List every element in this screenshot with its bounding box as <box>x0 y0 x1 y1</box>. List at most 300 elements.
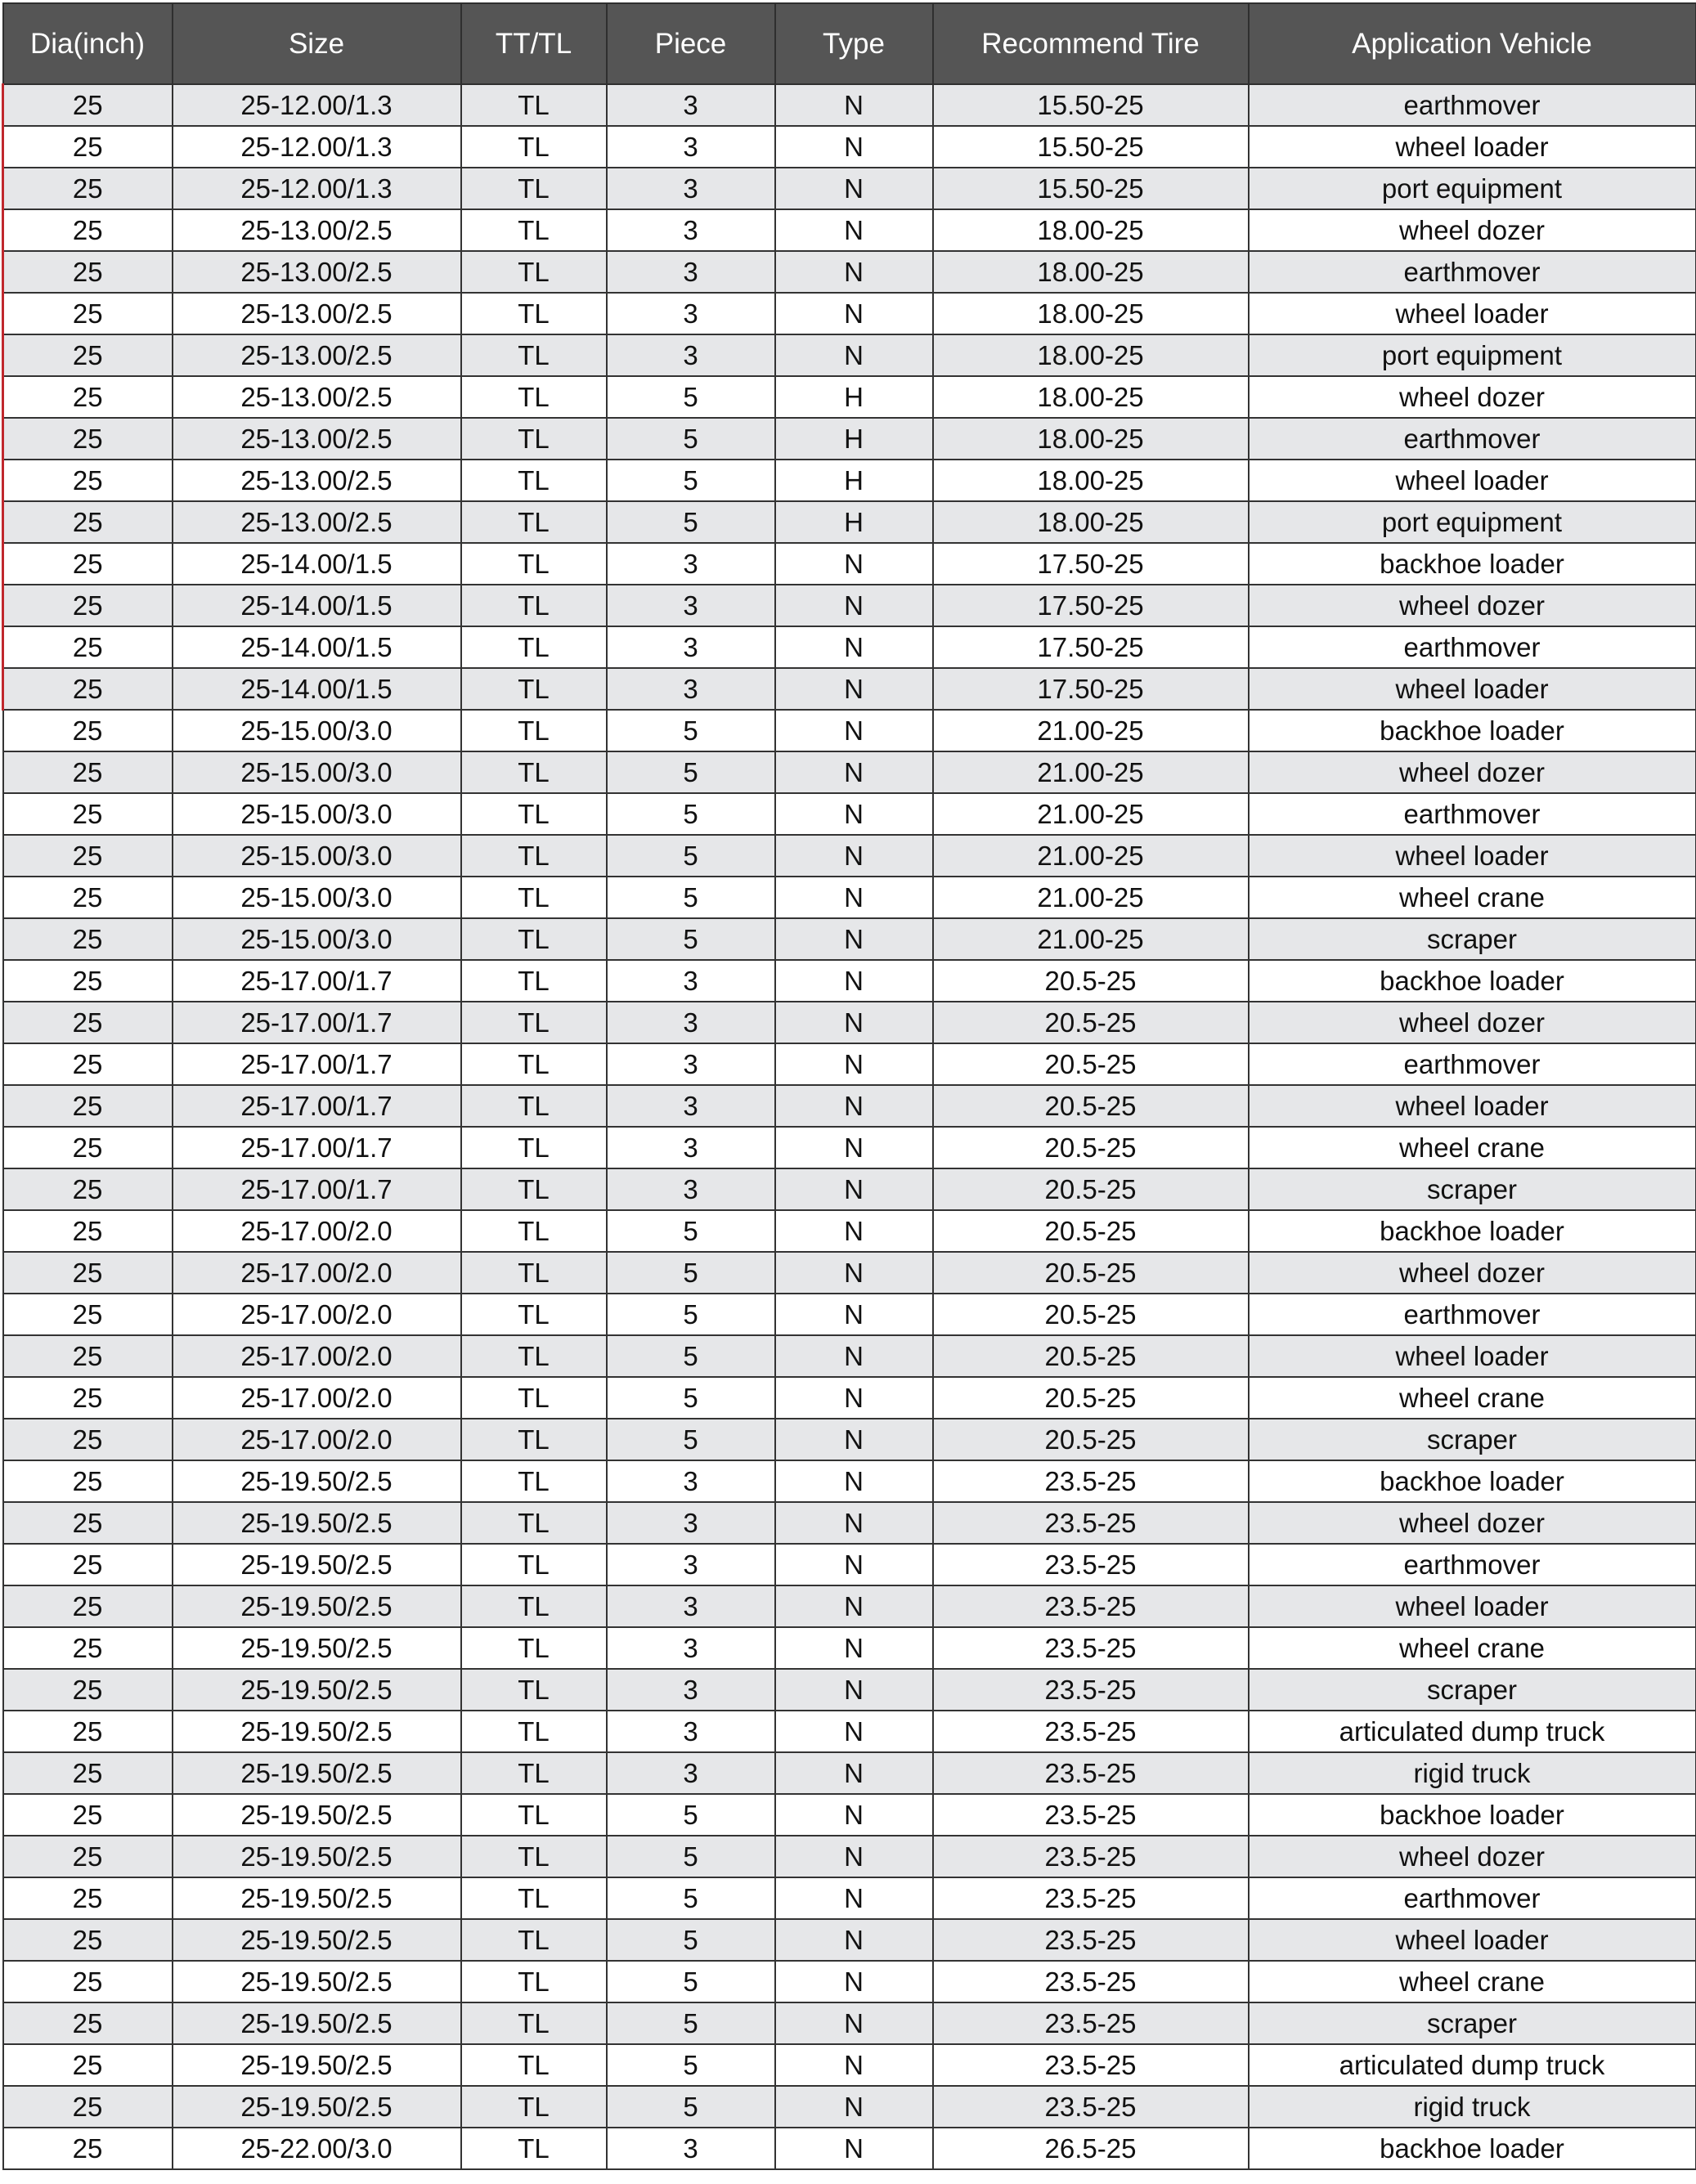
type-cell: N <box>775 626 933 668</box>
size-cell: 25-12.00/1.3 <box>173 84 461 126</box>
dia-cell: 25 <box>3 751 173 793</box>
type-cell: N <box>775 793 933 835</box>
size-cell: 25-13.00/2.5 <box>173 293 461 334</box>
size-cell: 25-19.50/2.5 <box>173 1627 461 1669</box>
recommend-tire-cell: 15.50-25 <box>933 126 1249 168</box>
dia-cell: 25 <box>3 168 173 209</box>
dia-cell: 25 <box>3 877 173 918</box>
size-cell: 25-13.00/2.5 <box>173 334 461 376</box>
application-vehicle-cell: wheel dozer <box>1249 209 1696 251</box>
type-cell: N <box>775 2128 933 2169</box>
table-row[interactable] <box>3 835 1696 877</box>
type-cell: N <box>775 1627 933 1669</box>
recommend-tire-cell: 21.00-25 <box>933 918 1249 960</box>
tt-tl-cell: TL <box>461 668 607 710</box>
application-vehicle-cell: wheel dozer <box>1249 376 1696 418</box>
tt-tl-cell: TL <box>461 2128 607 2169</box>
size-cell: 25-19.50/2.5 <box>173 1544 461 1585</box>
type-cell: N <box>775 543 933 585</box>
table-row[interactable] <box>3 251 1696 293</box>
application-vehicle-cell: earthmover <box>1249 626 1696 668</box>
dia-cell: 25 <box>3 960 173 1002</box>
recommend-tire-cell: 23.5-25 <box>933 1836 1249 1877</box>
size-cell: 25-15.00/3.0 <box>173 877 461 918</box>
application-vehicle-cell: earthmover <box>1249 1877 1696 1919</box>
size-cell: 25-19.50/2.5 <box>173 2044 461 2086</box>
table-row[interactable] <box>3 1711 1696 1752</box>
type-cell: N <box>775 1043 933 1085</box>
piece-cell: 5 <box>607 1377 775 1419</box>
table-row[interactable] <box>3 1419 1696 1460</box>
table-row[interactable] <box>3 1168 1696 1210</box>
header-recommend-tire[interactable]: Recommend Tire <box>933 3 1249 84</box>
piece-cell: 5 <box>607 376 775 418</box>
piece-cell: 3 <box>607 1669 775 1711</box>
piece-cell: 3 <box>607 1544 775 1585</box>
piece-cell: 3 <box>607 1711 775 1752</box>
dia-cell: 25 <box>3 1711 173 1752</box>
table-row[interactable] <box>3 168 1696 209</box>
dia-cell: 25 <box>3 668 173 710</box>
recommend-tire-cell: 17.50-25 <box>933 543 1249 585</box>
rim-spec-table <box>2 2 1696 2170</box>
size-cell: 25-12.00/1.3 <box>173 126 461 168</box>
type-cell: N <box>775 585 933 626</box>
dia-cell: 25 <box>3 1335 173 1377</box>
tt-tl-cell: TL <box>461 1127 607 1168</box>
piece-cell: 5 <box>607 1877 775 1919</box>
type-cell: N <box>775 1460 933 1502</box>
size-cell: 25-13.00/2.5 <box>173 376 461 418</box>
piece-cell: 3 <box>607 293 775 334</box>
recommend-tire-cell: 17.50-25 <box>933 626 1249 668</box>
size-cell: 25-17.00/1.7 <box>173 1085 461 1127</box>
table-row[interactable] <box>3 1002 1696 1043</box>
application-vehicle-cell: scraper <box>1249 1669 1696 1711</box>
tt-tl-cell: TL <box>461 1919 607 1961</box>
dia-cell: 25 <box>3 293 173 334</box>
table-row[interactable] <box>3 1210 1696 1252</box>
tt-tl-cell: TL <box>461 1836 607 1877</box>
piece-cell: 3 <box>607 209 775 251</box>
piece-cell: 3 <box>607 126 775 168</box>
piece-cell: 5 <box>607 501 775 543</box>
piece-cell: 5 <box>607 1794 775 1836</box>
recommend-tire-cell: 18.00-25 <box>933 460 1249 501</box>
tt-tl-cell: TL <box>461 168 607 209</box>
table-row[interactable] <box>3 877 1696 918</box>
type-cell: N <box>775 1377 933 1419</box>
type-cell: N <box>775 710 933 751</box>
tt-tl-cell: TL <box>461 1669 607 1711</box>
dia-cell: 25 <box>3 460 173 501</box>
tt-tl-cell: TL <box>461 2002 607 2044</box>
type-cell: N <box>775 1252 933 1294</box>
table-row[interactable] <box>3 1794 1696 1836</box>
size-cell: 25-13.00/2.5 <box>173 460 461 501</box>
type-cell: N <box>775 1419 933 1460</box>
piece-cell: 5 <box>607 1919 775 1961</box>
table-row[interactable] <box>3 1961 1696 2002</box>
application-vehicle-cell: earthmover <box>1249 418 1696 460</box>
size-cell: 25-19.50/2.5 <box>173 1919 461 1961</box>
size-cell: 25-17.00/1.7 <box>173 960 461 1002</box>
tt-tl-cell: TL <box>461 1460 607 1502</box>
recommend-tire-cell: 18.00-25 <box>933 334 1249 376</box>
table-row[interactable] <box>3 1627 1696 1669</box>
table-row[interactable] <box>3 1377 1696 1419</box>
type-cell: N <box>775 918 933 960</box>
tt-tl-cell: TL <box>461 626 607 668</box>
table-row[interactable] <box>3 126 1696 168</box>
table-row[interactable] <box>3 1127 1696 1168</box>
tt-tl-cell: TL <box>461 1502 607 1544</box>
recommend-tire-cell: 20.5-25 <box>933 1085 1249 1127</box>
piece-cell: 5 <box>607 460 775 501</box>
size-cell: 25-15.00/3.0 <box>173 918 461 960</box>
piece-cell: 5 <box>607 710 775 751</box>
recommend-tire-cell: 23.5-25 <box>933 1502 1249 1544</box>
table-row[interactable] <box>3 501 1696 543</box>
table-row[interactable] <box>3 1836 1696 1877</box>
table-row[interactable] <box>3 1335 1696 1377</box>
size-cell: 25-19.50/2.5 <box>173 1836 461 1877</box>
tt-tl-cell: TL <box>461 877 607 918</box>
application-vehicle-cell: wheel crane <box>1249 1127 1696 1168</box>
size-cell: 25-15.00/3.0 <box>173 835 461 877</box>
recommend-tire-cell: 18.00-25 <box>933 418 1249 460</box>
dia-cell: 25 <box>3 1085 173 1127</box>
piece-cell: 3 <box>607 1043 775 1085</box>
piece-cell: 3 <box>607 585 775 626</box>
type-cell: N <box>775 668 933 710</box>
table-row[interactable] <box>3 543 1696 585</box>
tt-tl-cell: TL <box>461 2086 607 2128</box>
dia-cell: 25 <box>3 418 173 460</box>
type-cell: N <box>775 251 933 293</box>
table-row[interactable] <box>3 1460 1696 1502</box>
table-row[interactable] <box>3 668 1696 710</box>
size-cell: 25-17.00/1.7 <box>173 1168 461 1210</box>
table-row[interactable] <box>3 1043 1696 1085</box>
application-vehicle-cell: wheel loader <box>1249 1585 1696 1627</box>
type-cell: N <box>775 209 933 251</box>
table-row[interactable] <box>3 626 1696 668</box>
tt-tl-cell: TL <box>461 209 607 251</box>
table-row[interactable] <box>3 1585 1696 1627</box>
piece-cell: 5 <box>607 793 775 835</box>
table-row[interactable] <box>3 1919 1696 1961</box>
recommend-tire-cell: 26.5-25 <box>933 2128 1249 2169</box>
piece-cell: 3 <box>607 668 775 710</box>
size-cell: 25-17.00/2.0 <box>173 1210 461 1252</box>
recommend-tire-cell: 23.5-25 <box>933 1627 1249 1669</box>
recommend-tire-cell: 18.00-25 <box>933 251 1249 293</box>
header-application-vehicle[interactable]: Application Vehicle <box>1249 3 1696 84</box>
size-cell: 25-14.00/1.5 <box>173 585 461 626</box>
size-cell: 25-15.00/3.0 <box>173 751 461 793</box>
size-cell: 25-19.50/2.5 <box>173 1877 461 1919</box>
type-cell: H <box>775 501 933 543</box>
application-vehicle-cell: earthmover <box>1249 251 1696 293</box>
table-row[interactable] <box>3 918 1696 960</box>
table-row[interactable] <box>3 84 1696 126</box>
recommend-tire-cell: 20.5-25 <box>933 1335 1249 1377</box>
recommend-tire-cell: 20.5-25 <box>933 1168 1249 1210</box>
table-row[interactable] <box>3 293 1696 334</box>
recommend-tire-cell: 17.50-25 <box>933 668 1249 710</box>
application-vehicle-cell: wheel loader <box>1249 835 1696 877</box>
dia-cell: 25 <box>3 251 173 293</box>
dia-cell: 25 <box>3 1210 173 1252</box>
tt-tl-cell: TL <box>461 418 607 460</box>
recommend-tire-cell: 20.5-25 <box>933 1210 1249 1252</box>
tt-tl-cell: TL <box>461 918 607 960</box>
tt-tl-cell: TL <box>461 1585 607 1627</box>
type-cell: N <box>775 1877 933 1919</box>
dia-cell: 25 <box>3 334 173 376</box>
piece-cell: 3 <box>607 334 775 376</box>
type-cell: N <box>775 1836 933 1877</box>
application-vehicle-cell: backhoe loader <box>1249 543 1696 585</box>
type-cell: N <box>775 1002 933 1043</box>
application-vehicle-cell: wheel loader <box>1249 1335 1696 1377</box>
recommend-tire-cell: 20.5-25 <box>933 1294 1249 1335</box>
type-cell: N <box>775 334 933 376</box>
table-row[interactable] <box>3 1294 1696 1335</box>
recommend-tire-cell: 21.00-25 <box>933 835 1249 877</box>
size-cell: 25-17.00/1.7 <box>173 1127 461 1168</box>
table-row[interactable] <box>3 209 1696 251</box>
tt-tl-cell: TL <box>461 1168 607 1210</box>
tt-tl-cell: TL <box>461 1711 607 1752</box>
dia-cell: 25 <box>3 1168 173 1210</box>
application-vehicle-cell: wheel loader <box>1249 668 1696 710</box>
table-row[interactable] <box>3 1085 1696 1127</box>
type-cell: N <box>775 1335 933 1377</box>
table-row[interactable] <box>3 2128 1696 2169</box>
application-vehicle-cell: wheel dozer <box>1249 585 1696 626</box>
piece-cell: 5 <box>607 418 775 460</box>
recommend-tire-cell: 23.5-25 <box>933 2044 1249 2086</box>
table-row[interactable] <box>3 1752 1696 1794</box>
application-vehicle-cell: wheel loader <box>1249 126 1696 168</box>
tt-tl-cell: TL <box>461 960 607 1002</box>
application-vehicle-cell: wheel dozer <box>1249 1002 1696 1043</box>
table-row[interactable] <box>3 751 1696 793</box>
dia-cell: 25 <box>3 1836 173 1877</box>
dia-cell: 25 <box>3 1460 173 1502</box>
dia-cell: 25 <box>3 2128 173 2169</box>
table-row[interactable] <box>3 418 1696 460</box>
dia-cell: 25 <box>3 1961 173 2002</box>
piece-cell: 3 <box>607 1002 775 1043</box>
recommend-tire-cell: 23.5-25 <box>933 2086 1249 2128</box>
size-cell: 25-19.50/2.5 <box>173 1669 461 1711</box>
size-cell: 25-14.00/1.5 <box>173 543 461 585</box>
table-header <box>3 3 1696 84</box>
dia-cell: 25 <box>3 1752 173 1794</box>
type-cell: N <box>775 168 933 209</box>
piece-cell: 5 <box>607 2044 775 2086</box>
dia-cell: 25 <box>3 1252 173 1294</box>
application-vehicle-cell: port equipment <box>1249 168 1696 209</box>
tt-tl-cell: TL <box>461 1377 607 1419</box>
tt-tl-cell: TL <box>461 835 607 877</box>
type-cell: N <box>775 2086 933 2128</box>
recommend-tire-cell: 15.50-25 <box>933 84 1249 126</box>
tt-tl-cell: TL <box>461 1419 607 1460</box>
dia-cell: 25 <box>3 1419 173 1460</box>
table-row[interactable] <box>3 2002 1696 2044</box>
recommend-tire-cell: 21.00-25 <box>933 751 1249 793</box>
table-row[interactable] <box>3 2086 1696 2128</box>
table-row[interactable] <box>3 1877 1696 1919</box>
piece-cell: 5 <box>607 2086 775 2128</box>
piece-cell: 5 <box>607 1836 775 1877</box>
tt-tl-cell: TL <box>461 1752 607 1794</box>
piece-cell: 5 <box>607 1419 775 1460</box>
dia-cell: 25 <box>3 1127 173 1168</box>
size-cell: 25-17.00/1.7 <box>173 1043 461 1085</box>
piece-cell: 5 <box>607 1252 775 1294</box>
tt-tl-cell: TL <box>461 2044 607 2086</box>
application-vehicle-cell: earthmover <box>1249 1544 1696 1585</box>
application-vehicle-cell: wheel dozer <box>1249 1252 1696 1294</box>
dia-cell: 25 <box>3 793 173 835</box>
size-cell: 25-22.00/3.0 <box>173 2128 461 2169</box>
piece-cell: 3 <box>607 1085 775 1127</box>
table-row[interactable] <box>3 585 1696 626</box>
dia-cell: 25 <box>3 84 173 126</box>
application-vehicle-cell: wheel dozer <box>1249 751 1696 793</box>
tt-tl-cell: TL <box>461 84 607 126</box>
recommend-tire-cell: 20.5-25 <box>933 960 1249 1002</box>
piece-cell: 3 <box>607 626 775 668</box>
recommend-tire-cell: 18.00-25 <box>933 293 1249 334</box>
type-cell: N <box>775 293 933 334</box>
recommend-tire-cell: 21.00-25 <box>933 793 1249 835</box>
recommend-tire-cell: 20.5-25 <box>933 1043 1249 1085</box>
recommend-tire-cell: 23.5-25 <box>933 1711 1249 1752</box>
table-row[interactable] <box>3 1252 1696 1294</box>
application-vehicle-cell: rigid truck <box>1249 1752 1696 1794</box>
size-cell: 25-19.50/2.5 <box>173 1794 461 1836</box>
size-cell: 25-17.00/2.0 <box>173 1335 461 1377</box>
application-vehicle-cell: scraper <box>1249 918 1696 960</box>
recommend-tire-cell: 23.5-25 <box>933 1919 1249 1961</box>
piece-cell: 3 <box>607 1460 775 1502</box>
piece-cell: 5 <box>607 1210 775 1252</box>
table-row[interactable] <box>3 2044 1696 2086</box>
table-row[interactable] <box>3 1669 1696 1711</box>
type-cell: N <box>775 1961 933 2002</box>
header-piece[interactable]: Piece <box>607 3 775 84</box>
size-cell: 25-19.50/2.5 <box>173 1711 461 1752</box>
application-vehicle-cell: wheel dozer <box>1249 1502 1696 1544</box>
table-row[interactable] <box>3 793 1696 835</box>
piece-cell: 3 <box>607 1502 775 1544</box>
piece-cell: 3 <box>607 1627 775 1669</box>
type-cell: N <box>775 877 933 918</box>
size-cell: 25-17.00/1.7 <box>173 1002 461 1043</box>
table-row[interactable] <box>3 1544 1696 1585</box>
table-row[interactable] <box>3 460 1696 501</box>
application-vehicle-cell: backhoe loader <box>1249 960 1696 1002</box>
application-vehicle-cell: wheel crane <box>1249 1377 1696 1419</box>
application-vehicle-cell: wheel loader <box>1249 293 1696 334</box>
dia-cell: 25 <box>3 2044 173 2086</box>
size-cell: 25-14.00/1.5 <box>173 668 461 710</box>
size-cell: 25-13.00/2.5 <box>173 209 461 251</box>
header-dia[interactable]: Dia(inch) <box>3 3 173 84</box>
size-cell: 25-19.50/2.5 <box>173 1752 461 1794</box>
tt-tl-cell: TL <box>461 1961 607 2002</box>
dia-cell: 25 <box>3 1669 173 1711</box>
piece-cell: 5 <box>607 1294 775 1335</box>
size-cell: 25-13.00/2.5 <box>173 501 461 543</box>
piece-cell: 3 <box>607 1752 775 1794</box>
type-cell: H <box>775 376 933 418</box>
tt-tl-cell: TL <box>461 751 607 793</box>
tt-tl-cell: TL <box>461 710 607 751</box>
size-cell: 25-15.00/3.0 <box>173 793 461 835</box>
tt-tl-cell: TL <box>461 1252 607 1294</box>
recommend-tire-cell: 20.5-25 <box>933 1377 1249 1419</box>
table-row[interactable] <box>3 1502 1696 1544</box>
type-cell: N <box>775 1127 933 1168</box>
application-vehicle-cell: port equipment <box>1249 501 1696 543</box>
table-body <box>3 84 1696 2169</box>
type-cell: N <box>775 1294 933 1335</box>
table-row[interactable] <box>3 376 1696 418</box>
application-vehicle-cell: backhoe loader <box>1249 1210 1696 1252</box>
tt-tl-cell: TL <box>461 126 607 168</box>
piece-cell: 3 <box>607 84 775 126</box>
tt-tl-cell: TL <box>461 293 607 334</box>
recommend-tire-cell: 17.50-25 <box>933 585 1249 626</box>
piece-cell: 3 <box>607 251 775 293</box>
recommend-tire-cell: 20.5-25 <box>933 1127 1249 1168</box>
table-row[interactable] <box>3 710 1696 751</box>
piece-cell: 5 <box>607 751 775 793</box>
piece-cell: 5 <box>607 835 775 877</box>
header-size[interactable]: Size <box>173 3 461 84</box>
dia-cell: 25 <box>3 1377 173 1419</box>
application-vehicle-cell: backhoe loader <box>1249 1794 1696 1836</box>
table-row[interactable] <box>3 960 1696 1002</box>
size-cell: 25-19.50/2.5 <box>173 2002 461 2044</box>
dia-cell: 25 <box>3 376 173 418</box>
type-cell: N <box>775 1752 933 1794</box>
tt-tl-cell: TL <box>461 1210 607 1252</box>
application-vehicle-cell: rigid truck <box>1249 2086 1696 2128</box>
size-cell: 25-19.50/2.5 <box>173 1585 461 1627</box>
dia-cell: 25 <box>3 543 173 585</box>
recommend-tire-cell: 21.00-25 <box>933 710 1249 751</box>
type-cell: N <box>775 1544 933 1585</box>
piece-cell: 5 <box>607 877 775 918</box>
table-row[interactable] <box>3 334 1696 376</box>
header-type[interactable]: Type <box>775 3 933 84</box>
header-tt-tl[interactable]: TT/TL <box>461 3 607 84</box>
type-cell: N <box>775 2002 933 2044</box>
recommend-tire-cell: 18.00-25 <box>933 376 1249 418</box>
application-vehicle-cell: earthmover <box>1249 84 1696 126</box>
recommend-tire-cell: 23.5-25 <box>933 1585 1249 1627</box>
application-vehicle-cell: wheel loader <box>1249 460 1696 501</box>
recommend-tire-cell: 23.5-25 <box>933 1460 1249 1502</box>
